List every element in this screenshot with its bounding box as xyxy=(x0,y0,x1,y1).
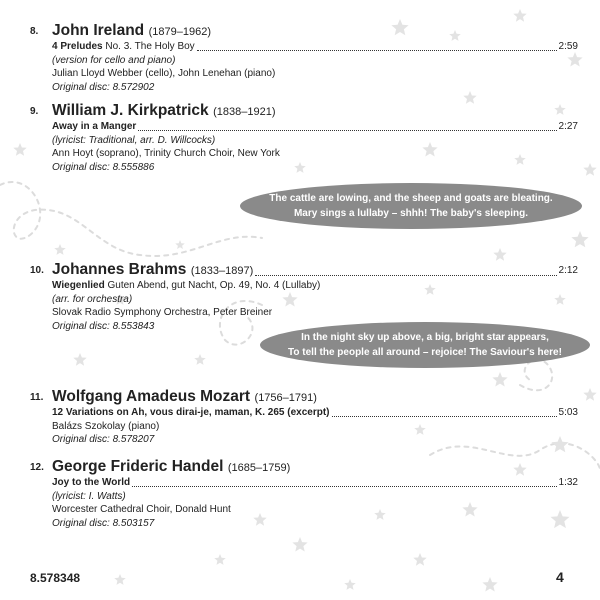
star-icon xyxy=(13,143,26,156)
composer-name: William J. Kirkpatrick xyxy=(52,102,209,119)
star-icon xyxy=(214,554,225,565)
track-number: 8. xyxy=(30,26,39,37)
original-disc: Original disc: 8.503157 xyxy=(52,517,155,529)
dot-leader xyxy=(197,50,557,51)
work-line xyxy=(52,279,578,293)
composer-name: George Frideric Handel xyxy=(52,458,224,475)
performers: Balázs Szokolay (piano) xyxy=(52,420,160,432)
original-disc: Original disc: 8.572902 xyxy=(52,81,155,93)
arrangement-note: (lyricist: Traditional, arr. D. Willcocks) xyxy=(52,134,216,146)
original-disc: Original disc: 8.578207 xyxy=(52,434,155,445)
work-title: Wiegenlied xyxy=(52,280,105,291)
star-icon xyxy=(114,574,125,585)
composer-dates: (1833–1897) xyxy=(190,265,254,277)
star-icon xyxy=(583,388,596,401)
composer-heading xyxy=(52,23,578,40)
track-duration: 2:59 xyxy=(558,41,578,52)
star-icon xyxy=(54,244,65,255)
star-icon xyxy=(292,537,307,552)
composer-name: Johannes Brahms xyxy=(52,261,187,278)
star-icon xyxy=(194,354,205,365)
star-icon xyxy=(482,577,497,592)
star-icon xyxy=(175,240,185,249)
dot-leader xyxy=(255,275,556,276)
track-11 xyxy=(30,389,578,447)
work-title: Joy to the World xyxy=(52,477,131,488)
original-disc: Original disc: 8.555886 xyxy=(52,161,155,173)
arrangement-note: (arr. for orchestra) xyxy=(52,293,133,305)
composer-dates: (1879–1962) xyxy=(148,26,211,38)
lyric-bubble xyxy=(240,183,582,229)
composer-dates: (1756–1791) xyxy=(254,392,317,404)
catalog-number: 8.578348 xyxy=(30,571,81,585)
dot-leader xyxy=(132,486,556,487)
work-title: 12 Variations on Ah, vous dirai-je, maman, K. 265 (excerpt) xyxy=(52,407,330,418)
star-icon xyxy=(344,579,355,590)
composer-dates: (1838–1921) xyxy=(213,106,276,118)
composer-dates: (1685–1759) xyxy=(227,462,291,474)
track-9 xyxy=(30,103,578,174)
star-icon xyxy=(413,553,426,566)
lyric-line: Mary sings a lullaby – shhh! The baby's sleeping. xyxy=(293,208,529,219)
performers: Julian Lloyd Webber (cello), John Lenehan (piano) xyxy=(52,68,276,79)
composer-heading xyxy=(52,459,578,476)
lyric-line: To tell the people all around – rejoice! The Saviour's here! xyxy=(288,347,562,358)
work-title: Away in a Manger xyxy=(52,121,137,132)
composer-name: Wolfgang Amadeus Mozart xyxy=(52,388,251,405)
track-8 xyxy=(30,23,578,94)
track-number: 9. xyxy=(30,106,39,117)
star-icon xyxy=(493,248,506,261)
arrangement-note: (version for cello and piano) xyxy=(52,54,176,66)
star-icon xyxy=(513,9,526,22)
track-duration: 2:27 xyxy=(558,121,578,132)
lyric-bubble xyxy=(260,322,590,368)
performers: Ann Hoyt (soprano), Trinity Church Choir, New York xyxy=(52,148,280,159)
work-line xyxy=(52,40,578,54)
composer-name: John Ireland xyxy=(52,22,145,39)
dot-leader xyxy=(138,130,556,131)
star-icon xyxy=(492,372,507,387)
star-icon xyxy=(73,353,86,366)
track-duration: 1:32 xyxy=(558,477,578,488)
arrangement-note: (lyricist: I. Watts) xyxy=(52,490,126,502)
track-duration: 5:03 xyxy=(558,407,578,418)
lyric-line: In the night sky up above, a big, bright star appears, xyxy=(301,332,549,343)
star-icon xyxy=(583,163,596,176)
work-detail: Guten Abend, gut Nacht, Op. 49, No. 4 (Lullaby) xyxy=(104,280,321,291)
track-10 xyxy=(30,262,578,333)
composer-heading xyxy=(52,103,578,120)
track-number: 12. xyxy=(30,462,44,473)
composer-heading xyxy=(52,389,578,406)
track-number: 10. xyxy=(30,265,44,276)
work-line xyxy=(52,476,578,490)
dot-leader xyxy=(332,416,557,417)
work-line xyxy=(52,120,578,134)
work-title: 4 Preludes xyxy=(52,41,103,52)
composer-heading xyxy=(52,262,578,279)
track-12 xyxy=(30,459,578,530)
original-disc: Original disc: 8.553843 xyxy=(52,320,155,332)
lyric-line: The cattle are lowing, and the sheep and goats are bleating. xyxy=(269,193,553,204)
performers: Slovak Radio Symphony Orchestra, Peter Breiner xyxy=(52,307,273,318)
star-icon xyxy=(571,231,588,247)
page-number: 4 xyxy=(556,569,564,585)
performers: Worcester Cathedral Choir, Donald Hunt xyxy=(52,504,231,515)
work-detail: No. 3. The Holy Boy xyxy=(102,41,195,52)
track-number: 11. xyxy=(30,392,44,403)
work-line xyxy=(52,406,578,420)
track-duration: 2:12 xyxy=(558,265,578,276)
